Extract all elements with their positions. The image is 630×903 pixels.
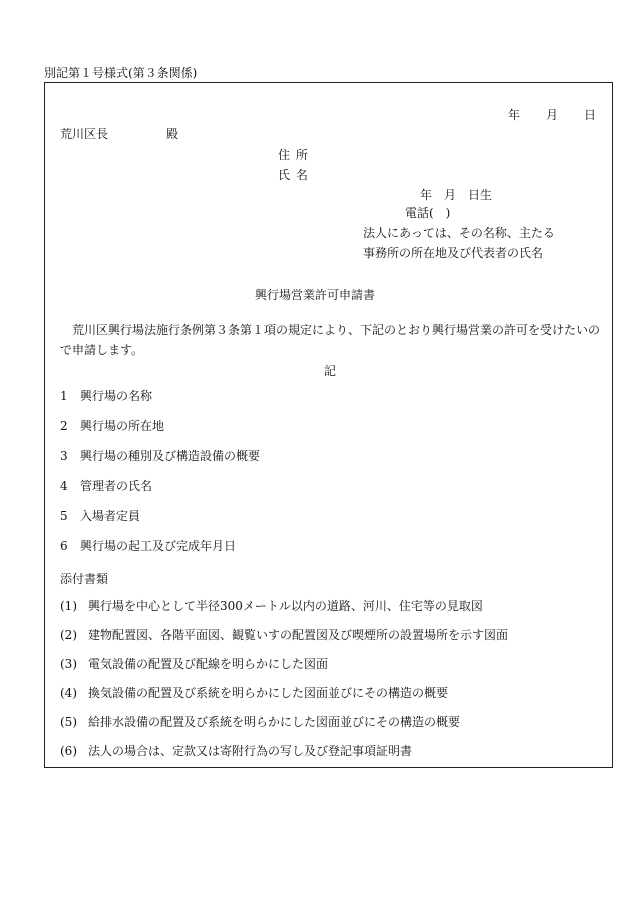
document-title: 興行場営業許可申請書 [254, 288, 375, 302]
item-number: 5 [60, 509, 68, 523]
attachment-label: 建物配置図、各階平面図、観覧いすの配置図及び喫煙所の設置場所を示す図面 [88, 628, 509, 642]
attachment-item [60, 743, 412, 759]
item-number: 4 [60, 479, 68, 493]
item-label: 興行場の種別及び構造設備の概要 [80, 449, 261, 463]
addressee [60, 126, 178, 142]
form-label: 別記第１号様式(第３条関係) [44, 66, 198, 80]
attachment-number: (2) [60, 628, 77, 642]
attachment-item [60, 685, 448, 701]
attachment-item [60, 714, 460, 730]
list-item [60, 448, 260, 464]
name-label: 氏 名 [278, 168, 309, 182]
item-label: 管理者の氏名 [80, 479, 153, 493]
attachment-label: 興行場を中心として半径300メートル以内の道路、河川、住宅等の見取図 [88, 599, 483, 613]
ki-heading: 記 [323, 364, 336, 378]
item-number: 3 [60, 449, 68, 463]
list-item [60, 418, 164, 434]
date-year: 年 [508, 108, 521, 122]
attachment-item [60, 627, 508, 643]
attachment-number: (5) [60, 715, 77, 729]
item-label: 入場者定員 [80, 509, 141, 523]
list-item [60, 538, 236, 554]
corp-note-line1: 法人にあっては、その名称、主たる [363, 226, 555, 240]
attachment-number: (4) [60, 686, 77, 700]
addressee-name: 荒川区長 [60, 127, 109, 141]
list-item [60, 478, 152, 494]
attachment-number: (6) [60, 744, 77, 758]
attachment-label: 電気設備の配置及び配線を明らかにした図面 [88, 657, 329, 671]
attachment-item [60, 656, 328, 672]
date-line [508, 107, 596, 123]
body-text: 荒川区興行場法施行条例第３条第１項の規定により、下記のとおり興行場営業の許可を受けたいので申請します。 [60, 323, 601, 357]
attachment-label: 給排水設備の配置及び系統を明らかにした図面並びにその構造の概要 [88, 715, 461, 729]
corp-note-line2: 事務所の所在地及び代表者の氏名 [363, 246, 544, 260]
item-label: 興行場の所在地 [80, 419, 165, 433]
date-month: 月 [546, 108, 559, 122]
item-number: 6 [60, 539, 68, 553]
attachment-number: (1) [60, 599, 77, 613]
item-number: 2 [60, 419, 68, 433]
attachment-label: 法人の場合は、定款又は寄附行為の写し及び登記事項証明書 [88, 744, 413, 758]
list-item [60, 508, 140, 524]
attachment-item [60, 598, 483, 614]
list-item [60, 388, 152, 404]
attachments-heading: 添付書類 [60, 572, 109, 586]
addressee-honorific: 殿 [166, 127, 179, 141]
attachment-label: 換気設備の配置及び系統を明らかにした図面並びにその構造の概要 [88, 686, 449, 700]
attachment-number: (3) [60, 657, 77, 671]
item-label: 興行場の名称 [80, 389, 153, 403]
date-day: 日 [584, 108, 597, 122]
item-label: 興行場の起工及び完成年月日 [80, 539, 237, 553]
birth-date: 年 月 日生 [420, 188, 493, 202]
phone-label: 電話( ) [405, 206, 451, 220]
item-number: 1 [60, 389, 68, 403]
address-label: 住 所 [278, 148, 309, 162]
